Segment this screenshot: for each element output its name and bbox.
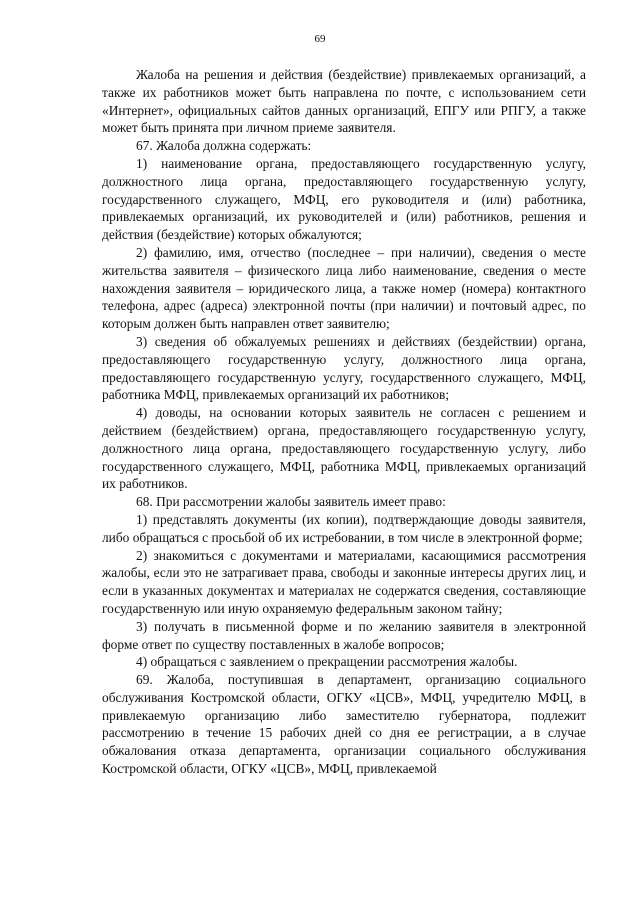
paragraph-complaint-channels: Жалоба на решения и действия (бездействие) привлекаемых организаций, а также их работников может быть направлена по почте, с использованием сети «Интернет», официальных сайтов данных организаций, ЕПГУ или РПГУ, а также может быть принята при личном приеме заявителя.: [102, 67, 586, 136]
paragraph-67-item-1: 1) наименование органа, предоставляющего государственную услугу, должностного лица органа, предоставляющего государственную услугу, государственного служащего, МФЦ, его руководителя и (или) работника, привлекаемых организаций, их руководителей и (или) работников, решения и действия (бездействие) которых обжалуются;: [102, 155, 586, 243]
paragraph-68-heading: 68. При рассмотрении жалобы заявитель имеет право:: [136, 494, 446, 510]
paragraph-68-item-1: 1) представлять документы (их копии), подтверждающие доводы заявителя, либо обращаться с просьбой об их истребовании, в том числе в электронной форме;: [102, 511, 586, 545]
paragraph-67-item-4: 4) доводы, на основании которых заявитель не согласен с решением и действием (бездействием) органа, предоставляющего государственную услугу, должностного лица органа, предоставляющего государственную услугу, либо государственного служащего, МФЦ, работника МФЦ, привлекаемых организаций их работников.: [102, 405, 586, 492]
page-number: 69: [314, 33, 326, 45]
paragraph-67-heading: 67. Жалоба должна содержать:: [136, 138, 312, 154]
paragraph-67-item-3: 3) сведения об обжалуемых решениях и действиях (бездействии) органа, предоставляющего государственную услугу, должностного лица органа, предоставляющего государственную услугу, государственного служащего, МФЦ, работника МФЦ, привлекаемых организаций их работников;: [102, 333, 586, 403]
paragraph-67-item-2: 2) фамилию, имя, отчество (последнее – при наличии), сведения о месте жительства заявителя – физического лица либо наименование, сведения о месте нахождения заявителя – юридического лица, а также номер (номера) контактного телефона, адрес (адреса) электронной почты (при наличии) и почтовый адрес, по которым должен быть направлен ответ заявителю;: [102, 244, 586, 332]
paragraph-68-item-4: 4) обращаться с заявлением о прекращении рассмотрения жалобы.: [136, 654, 518, 670]
paragraph-69: 69. Жалоба, поступившая в департамент, организацию социального обслуживания Костромской области, ОГКУ «ЦСВ», МФЦ, учредителю МФЦ, в привлекаемую организацию либо заместителю губернатора, подлежит рассмотрению в течение 15 рабочих дней со дня ее регистрации, а в случае обжалования отказа департамента, организации социального обслуживания Костромской области, ОГКУ «ЦСВ», МФЦ, привлекаемой: [102, 672, 586, 777]
paragraph-68-item-3: 3) получать в письменной форме и по желанию заявителя в электронной форме ответ по существу поставленных в жалобе вопросов;: [102, 618, 586, 652]
paragraph-68-item-2: 2) знакомиться с документами и материалами, касающимися рассмотрения жалобы, если это не затрагивает права, свободы и законные интересы других лиц, и если в указанных документах и материалах не содержатся сведения, составляющие государственную или иную охраняемую федеральным законом тайну;: [102, 547, 586, 616]
document-body: [102, 66, 586, 778]
